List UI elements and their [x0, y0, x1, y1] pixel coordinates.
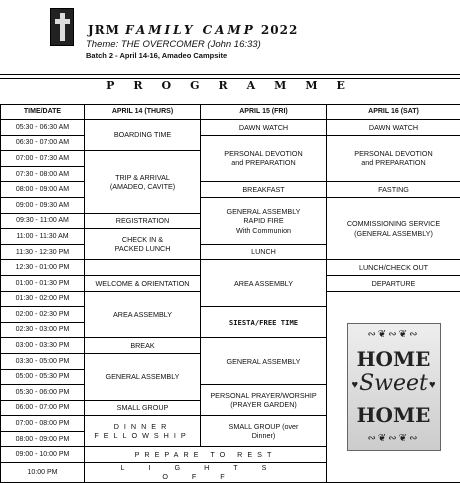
fri-devotion: PERSONAL DEVOTION and PREPARATION [201, 135, 327, 182]
time-cell: 09:00 - 10:00 PM [1, 447, 85, 463]
thu-trip: TRIP & ARRIVAL (AMADEO, CAVITE) [85, 151, 201, 213]
thu-welcome: WELCOME & ORIENTATION [85, 275, 201, 291]
header-sat: APRIL 16 (SAT) [327, 105, 460, 120]
header-fri: APRIL 15 (FRI) [201, 105, 327, 120]
sat-fasting: FASTING [327, 182, 460, 198]
thu-small-group: SMALL GROUP [85, 400, 201, 416]
batch-line: Batch 2 - April 14-16, Amadeo Campsite [86, 51, 227, 60]
sign-sweet: Sweet [348, 370, 440, 399]
title-family: FAMILY CAMP [125, 23, 256, 37]
time-cell: 05:30 - 06:30 AM [1, 120, 85, 136]
thu-dinner: DINNER FELLOWSHIP [85, 416, 201, 447]
time-cell: 02:00 - 02:30 PM [1, 307, 85, 323]
sign-image [347, 323, 441, 451]
time-cell: 06:00 - 07:00 PM [1, 400, 85, 416]
heart-icon: ♥ [352, 378, 359, 392]
table-row [1, 260, 460, 276]
time-cell: 12:30 - 01:00 PM [1, 260, 85, 276]
title-prefix: JRM [88, 23, 120, 37]
heart-icon: ♥ [429, 378, 436, 392]
thu-break: BREAK [85, 338, 201, 354]
time-cell: 01:30 - 02:00 PM [1, 291, 85, 307]
time-cell: 01:00 - 01:30 PM [1, 275, 85, 291]
fri-lunch: LUNCH [201, 244, 327, 260]
schedule-table [0, 104, 460, 483]
time-cell: 05:30 - 06:00 PM [1, 385, 85, 401]
thu-area-assembly: AREA ASSEMBLY [85, 291, 201, 338]
fri-small-group: SMALL GROUP (over Dinner) [201, 416, 327, 447]
church-logo-icon [50, 8, 74, 46]
thu-general-assembly: GENERAL ASSEMBLY [85, 353, 201, 400]
sat-departure: DEPARTURE [327, 275, 460, 291]
time-cell: 11:30 - 12:30 PM [1, 244, 85, 260]
event-title [88, 23, 298, 37]
time-cell: 09:30 - 11:00 AM [1, 213, 85, 229]
table-row [1, 135, 460, 151]
fri-general-assembly-pm: GENERAL ASSEMBLY [201, 338, 327, 385]
header-time: TIME/DATE [1, 105, 85, 120]
time-cell: 05:00 - 05:30 PM [1, 369, 85, 385]
ornament-top: ∾❦∾❦∾ [354, 328, 434, 341]
thu-registration: REGISTRATION [85, 213, 201, 229]
table-row [1, 197, 460, 213]
header-thu: APRIL 14 (THURS) [85, 105, 201, 120]
title-year: 2022 [261, 23, 298, 37]
time-cell: 10:00 PM [1, 463, 85, 483]
time-cell: 07:30 - 08:00 AM [1, 166, 85, 182]
fri-prayer: PERSONAL PRAYER/WORSHIP (PRAYER GARDEN) [201, 385, 327, 416]
fri-siesta: SIESTA/FREE TIME [201, 307, 327, 338]
time-cell: 07:00 - 08:00 PM [1, 416, 85, 432]
time-cell: 08:00 - 09:00 AM [1, 182, 85, 198]
fri-area-assembly: AREA ASSEMBLY [201, 260, 327, 307]
lights-off: LIGHTS OFF [85, 463, 327, 483]
fri-dawn: DAWN WATCH [201, 120, 327, 136]
ornament-bottom: ∾❦∾❦∾ [354, 432, 434, 445]
sat-dawn: DAWN WATCH [327, 120, 460, 136]
sat-lunch-checkout: LUNCH/CHECK OUT [327, 260, 460, 276]
programme-heading: PROGRAMME [0, 79, 460, 93]
time-cell: 03:30 - 05:00 PM [1, 353, 85, 369]
time-cell: 02:30 - 03:00 PM [1, 322, 85, 338]
table-row [1, 182, 460, 198]
sat-devotion: PERSONAL DEVOTION and PREPARATION [327, 135, 460, 182]
table-header-row [1, 105, 460, 120]
time-cell: 08:00 - 09:00 PM [1, 431, 85, 447]
sat-commissioning: COMMISSIONING SERVICE (GENERAL ASSEMBLY) [327, 197, 460, 259]
table-row [1, 120, 460, 136]
time-cell: 07:00 - 07:30 AM [1, 151, 85, 167]
time-cell: 11:00 - 11:30 AM [1, 229, 85, 245]
thu-checkin: CHECK IN & PACKED LUNCH [85, 229, 201, 260]
page-header [0, 0, 460, 88]
thu-boarding: BOARDING TIME [85, 120, 201, 151]
theme-line: Theme: THE OVERCOMER (John 16:33) [86, 39, 261, 50]
fri-breakfast: BREAKFAST [201, 182, 327, 198]
home-sweet-home-sign [327, 291, 460, 482]
time-cell: 09:00 - 09:30 AM [1, 197, 85, 213]
sign-home-bottom: HOME [348, 402, 440, 428]
thu-empty [85, 260, 201, 276]
sign-home-top: HOME [348, 346, 440, 372]
time-cell: 03:00 - 03:30 PM [1, 338, 85, 354]
fri-general-assembly: GENERAL ASSEMBLY RAPID FIRE With Communion [201, 197, 327, 244]
prepare-to-rest: PREPARE TO REST [85, 447, 327, 463]
time-cell: 06:30 - 07:00 AM [1, 135, 85, 151]
